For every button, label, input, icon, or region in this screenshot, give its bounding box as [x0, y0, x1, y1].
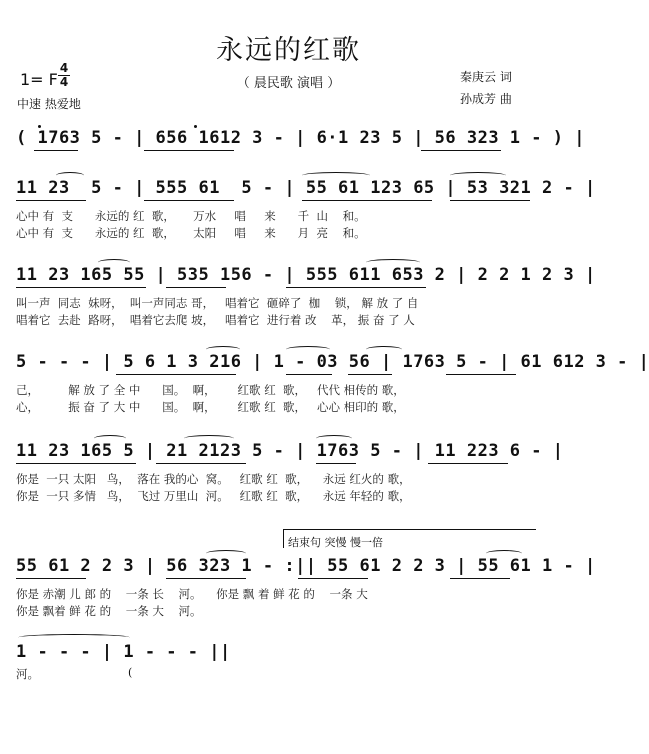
- score-row-6: [16, 556, 596, 618]
- slur-mark: [286, 346, 330, 353]
- beam-underline: [450, 578, 510, 579]
- beam-underline: [446, 374, 516, 375]
- beam-underline: [316, 463, 356, 464]
- notation-line: 11 23 165 55 | 535 156 - | 555 611 653 2 | 2 2 1 2 3 |: [16, 265, 596, 285]
- beam-underline: [298, 578, 368, 579]
- slur-mark: [366, 346, 402, 353]
- beam-underline: [144, 200, 234, 201]
- beam-underline: [34, 150, 78, 151]
- slur-mark: [366, 259, 420, 266]
- beam-underline: [116, 374, 236, 375]
- tempo-marking: 中速 热爱地: [17, 97, 81, 111]
- beam-underline: [286, 287, 426, 288]
- lyric-line-1: 己， 解 放 了 全 中 国。 啊， 红歌 红 歌， 代代 相传的 歌，: [16, 383, 405, 397]
- high-octave-dot: [194, 125, 197, 128]
- beam-underline: [166, 287, 226, 288]
- beam-underline: [16, 200, 86, 201]
- key-signature: 1= F: [20, 70, 58, 89]
- lyric-line-2: 心， 振 奋 了 大 中 国。 啊， 红歌 红 歌， 心心 相印的 歌，: [16, 400, 405, 414]
- lyric-line-1: 心中 有 支 永远的 红 歌， 万水 唱 来 千 山 和。: [16, 209, 366, 223]
- slur-mark: [94, 435, 126, 442]
- score-row-5: [16, 441, 564, 503]
- slur-mark: [206, 550, 246, 557]
- beam-underline: [428, 463, 508, 464]
- notation-line: 11 23 165 5 | 21 2123 5 - | 1763 5 - | 11 223 6 - |: [16, 441, 564, 461]
- lyric-line-1: 河。: [16, 667, 39, 681]
- score-row-3: [16, 265, 596, 327]
- lyric-line-2: 心中 有 支 永远的 红 歌， 太阳 唱 来 月 亮 和。: [16, 226, 366, 240]
- slur-mark: [206, 346, 240, 353]
- slur-mark: [56, 172, 84, 179]
- composer-credit: 孙成芳 曲: [460, 92, 512, 106]
- notation-line: 5 - - - | 5 6 1 3 216 | 1 - 03 56 | 1763 5 - | 61 612 3 - |: [16, 352, 649, 372]
- slur-mark: [302, 172, 370, 179]
- slur-mark: [450, 172, 506, 179]
- notation-line: 11 23 5 - | 555 61 5 - | 55 61 123 65 | 53 321 2 - |: [16, 178, 596, 198]
- lyric-line-1: 你是 赤潮 儿 郎 的 一条 长 河。 你是 飘 着 鲜 花 的 一条 大: [16, 587, 368, 601]
- score-row-1: [16, 128, 585, 158]
- beam-underline: [16, 578, 86, 579]
- lyric-line-2: 唱着它 去赴 路呀， 唱着它去爬 坡， 唱着它 进行着 改 革， 振 奋 了 人: [16, 313, 415, 327]
- page-title: 永远的红歌: [216, 35, 361, 66]
- beam-underline: [166, 578, 246, 579]
- lyric-line-2: 你是 一只 多情 鸟， 飞过 万里山 河。 红歌 红 歌， 永远 年轻的 歌，: [16, 489, 411, 503]
- beam-underline: [144, 150, 234, 151]
- singer-credit: （ 晨民歌 演唱 ）: [236, 76, 341, 91]
- beam-underline: [16, 463, 136, 464]
- time-signature-bottom: 4: [59, 75, 69, 89]
- lyric-line-1: 你是 一只 太阳 鸟， 落在 我的心 窝。 红歌 红 歌， 永远 红火的 歌，: [16, 472, 411, 486]
- score-row-4: [16, 352, 649, 414]
- slur-mark: [98, 259, 130, 266]
- time-signature-top: 4: [59, 61, 69, 75]
- high-octave-dot: [38, 125, 41, 128]
- trailing-paren: (: [128, 666, 133, 679]
- beam-underline: [421, 150, 501, 151]
- beam-underline: [156, 463, 246, 464]
- beam-underline: [302, 200, 432, 201]
- time-signature: [58, 63, 70, 88]
- notation-line: ( 1763 5 - | 656 1612 3 - | 6·1 23 5 | 56 323 1 - ) |: [16, 128, 585, 148]
- lyric-line-1: 叫一声 同志 妹呀， 叫一声同志 哥， 唱着它 砸碎了 枷 锁， 解 放 了 自: [16, 296, 419, 310]
- lyricist-credit: 秦庚云 词: [460, 70, 512, 84]
- tie-mark: [18, 634, 130, 641]
- score-row-2: [16, 178, 596, 240]
- beam-underline: [348, 374, 392, 375]
- notation-line: 1 - - - | 1 - - - ||: [16, 642, 231, 662]
- slur-mark: [486, 550, 522, 557]
- lyric-line-2: 你是 飘着 鲜 花 的 一条 大 河。: [16, 604, 202, 618]
- score-row-7: [16, 642, 561, 682]
- slur-mark: [184, 435, 234, 442]
- beam-underline: [286, 374, 332, 375]
- beam-underline: [16, 287, 146, 288]
- beam-underline: [450, 200, 530, 201]
- slur-mark: [316, 435, 352, 442]
- coda-label: 结束句 突慢 慢一倍: [288, 536, 383, 549]
- notation-line: 55 61 2 2 3 | 56 323 1 - :|| 55 61 2 2 3 | 55 61 1 - |: [16, 556, 596, 576]
